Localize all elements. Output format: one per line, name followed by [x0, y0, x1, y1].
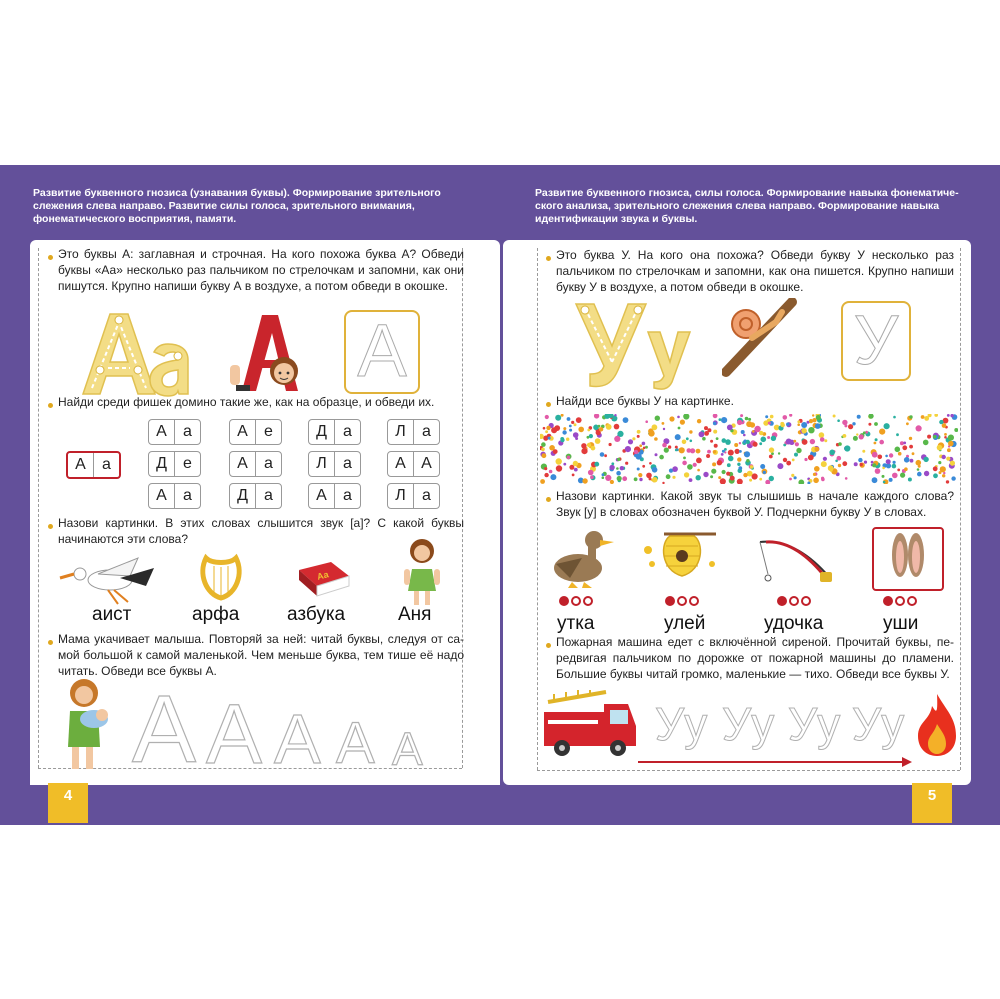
word-uley: улей — [664, 613, 706, 634]
left-task-1: Это буквы А: заглавная и строчная. На кого похожа буква А? Обведи буквы «Аа» несколько раз пальчиком по стрелочкам и запомни, как они пишутся. Крупно напиши букву А в воздухе, а потом обведи в окошке. — [58, 247, 464, 293]
right-dashed-border-right — [960, 248, 961, 770]
trace-letters-yy-1[interactable]: Уу — [655, 698, 708, 750]
flame-icon — [916, 692, 958, 758]
domino-tile[interactable]: Д е — [148, 451, 201, 477]
trace-letter-a-3[interactable]: A — [274, 700, 321, 778]
trace-letters-yy-4[interactable]: Уу — [852, 698, 905, 750]
sound-scheme-ushi[interactable] — [883, 596, 917, 606]
word-aist: аист — [92, 604, 132, 625]
right-task-3: Назови картинки. Какой звук ты слышишь в начале каждого слова? Звук [у] в словах обозначен буквой У. Подчеркни букву У в словах. — [556, 489, 954, 519]
left-page-header: Развитие буквенного гнозиса (узнавания буквы). Формирование зрительного слежения слева направо. Развитие силы голоса, зрительного внимания, фонематического восприятия, памяти. — [33, 187, 441, 225]
left-dashed-border-right — [462, 248, 463, 768]
word-udochka: удочка — [764, 613, 824, 634]
harp-icon — [196, 550, 246, 602]
trace-letter-a-5[interactable]: A — [392, 723, 423, 775]
word-utka: утка — [557, 613, 595, 634]
domino-tile[interactable]: Л а — [387, 483, 440, 509]
bullet-icon — [48, 403, 53, 408]
alphabet-book-icon — [295, 560, 353, 600]
sound-scheme-utka[interactable] — [559, 596, 593, 606]
bullet-icon — [48, 640, 53, 645]
bullet-icon — [546, 643, 551, 648]
right-task-4: Пожарная машина едет с включённой сиреной. Прочитай буквы, передвигая пальчиком по дорожке от пожарной машины до пламени. Большие буквы читай громко, маленькие — тихо. Обведи все буквы У. — [556, 635, 954, 681]
sound-scheme-uley[interactable] — [665, 596, 699, 606]
left-task-2: Найди среди фишек домино такие же, как на образце, и обведи их. — [58, 395, 435, 409]
page-number-right: 5 — [912, 783, 952, 823]
bullet-icon — [546, 256, 551, 261]
traceable-letters-aa — [78, 308, 213, 398]
beehive-icon — [638, 530, 718, 580]
trace-letter-a-1[interactable]: A — [132, 676, 197, 783]
domino-tile[interactable]: А а — [308, 483, 361, 509]
sample-domino: А а — [66, 451, 121, 479]
book-letters: Аа — [315, 569, 330, 582]
trace-box-a[interactable] — [344, 310, 420, 394]
trace-letter-a-4[interactable]: A — [336, 711, 375, 776]
right-dashed-border-bottom — [537, 770, 960, 771]
girl-anya-icon — [402, 537, 442, 609]
hidden-letters-dot-pattern[interactable] — [540, 414, 958, 484]
snail-on-branch-icon — [722, 298, 802, 378]
rabbit-ears-icon — [874, 529, 942, 589]
bullet-icon — [546, 402, 551, 407]
left-task-4: Мама укачивает малыша. Повторяй за ней: читай буквы, следуя от самой большой к самой маленькой. Чем меньше буква, тем тише её надо читать. Обведи все буквы А. — [58, 632, 464, 678]
right-page-header: Развитие буквенного гнозиса, силы голоса. Формирование навыка фонематического анализа, зрительного слежения слева направо. Формирование навыка идентификации звука и буквы. — [535, 187, 959, 225]
word-azbuka: азбука — [287, 604, 346, 625]
domino-tile[interactable]: Л а — [387, 419, 440, 445]
domino-tile[interactable]: Д а — [308, 419, 361, 445]
trace-letter-a: A — [357, 309, 407, 392]
left-task-3: Назови картинки. В этих словах слышится звук [а]? С какой буквы начинаются эти слова? — [58, 516, 464, 546]
fishing-rod-icon — [756, 534, 836, 586]
domino-tile[interactable]: А а — [148, 483, 201, 509]
bullet-icon — [48, 255, 53, 260]
domino-tile[interactable]: А е — [229, 419, 282, 445]
word-ushi: уши — [883, 613, 919, 634]
trace-letters-yy-3[interactable]: Уу — [788, 698, 841, 750]
duck-icon — [548, 528, 618, 590]
trace-letter-u: У — [853, 301, 899, 379]
mother-with-baby-icon — [60, 675, 120, 770]
left-dashed-border — [38, 248, 39, 768]
red-arrow-path — [636, 756, 916, 768]
sound-scheme-udochka[interactable] — [777, 596, 811, 606]
domino-tile[interactable]: А А — [387, 451, 440, 477]
picture-frame-ears — [872, 527, 944, 591]
page-number-left: 4 — [48, 783, 88, 823]
traceable-letters-yy — [572, 298, 692, 392]
trace-letter-a-2[interactable]: A — [206, 687, 263, 781]
domino-tile[interactable]: А а — [229, 451, 282, 477]
trace-box-u[interactable] — [841, 301, 911, 381]
domino-tile[interactable]: Л а — [308, 451, 361, 477]
domino-tile[interactable]: Д а — [229, 483, 282, 509]
word-anya: Аня — [398, 604, 432, 625]
bullet-icon — [48, 524, 53, 529]
word-arfa: арфа — [192, 604, 240, 625]
right-task-2: Найди все буквы У на картинке. — [556, 394, 734, 408]
bullet-icon — [546, 497, 551, 502]
fire-truck-icon — [540, 690, 640, 760]
right-dashed-border — [537, 248, 538, 770]
girl-letter-a-illustration — [222, 305, 310, 395]
stork-icon — [58, 556, 168, 606]
right-task-1: Это буква У. На кого она похожа? Обведи букву У несколько раз пальчиком по стрелочкам и запомни, как она пишется. Крупно напиши букву У в воздухе, а потом обведи в окошке. — [556, 248, 954, 294]
trace-letters-yy-2[interactable]: Уу — [722, 698, 775, 750]
domino-tile[interactable]: А а — [148, 419, 201, 445]
